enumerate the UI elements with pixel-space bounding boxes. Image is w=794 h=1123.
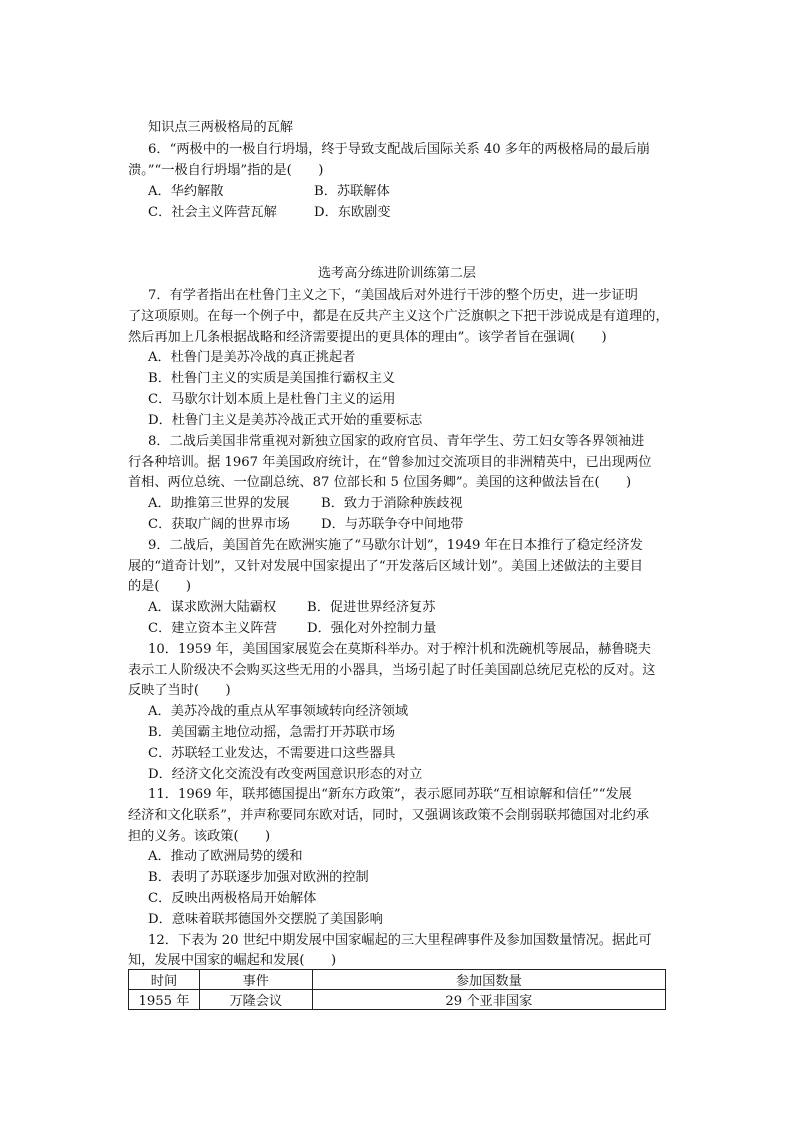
table-header-cell: 事件: [199, 970, 312, 990]
q6-stem-line2: 溃。”“一极自行坍塌”指的是( ): [128, 163, 324, 178]
table-header-cell: 时间: [129, 970, 200, 990]
q11-option-b: B．表明了苏联逐步加强对欧洲的控制: [148, 870, 369, 885]
q10-option-c: C．苏联轻工业发达，不需要进口这些器具: [148, 746, 396, 761]
q7-option-b: B．杜鲁门主义的实质是美国推行霸权主义: [148, 371, 396, 386]
q9-option-a: A．谋求欧洲大陆霸权: [148, 600, 277, 615]
q7-option-a: A．杜鲁门是美苏冷战的真正挑起者: [148, 350, 356, 365]
q6-stem-line1: 6．“两极中的一极自行坍塌，终于导致支配战后国际关系 40 多年的两极格局的最后崩: [148, 142, 650, 157]
q10-option-d: D．经济文化交流没有改变两国意识形态的对立: [148, 767, 423, 782]
q8-option-a: A．助推第三世界的发展: [148, 496, 290, 511]
q9-stem-line3: 的是( ): [128, 579, 192, 594]
q11-option-c: C．反映出两极格局开始解体: [148, 891, 317, 906]
table-header-row: [129, 970, 666, 990]
q8-option-b: B．致力于消除种族歧视: [321, 496, 463, 511]
q11-stem-line1: 11．1969 年，联邦德国提出“新东方政策”，表示愿同苏联“互相谅解和信任”“发展: [148, 787, 632, 802]
q10-stem-line2: 表示工人阶级决不会购买这些无用的小器具，当场引起了时任美国副总统尼克松的反对。这: [128, 663, 656, 678]
q6-option-b: B．苏联解体: [314, 184, 390, 199]
q11-stem-line2: 经济和文化联系”，并声称要同东欧对话，同时，又强调该政策不会削弱联邦德国对北约承: [128, 808, 650, 823]
q8-stem-line3: 首相、两位总统、一位副总统、87 位部长和 5 位国务卿”。美国的这种做法旨在( ): [128, 475, 632, 490]
table-cell: 29 个亚非国家: [312, 990, 665, 1010]
q8-stem-line2: 行各种培训。据 1967 年美国政府统计，在“曾参加过交流项目的非洲精英中，已出现两位: [128, 455, 652, 470]
section-heading: 知识点三两极格局的瓦解: [148, 120, 294, 135]
q11-stem-line3: 担的义务。该政策( ): [128, 829, 271, 844]
q10-stem-line3: 反映了当时( ): [128, 683, 231, 698]
q10-stem-line1: 10．1959 年，美国国家展览会在莫斯科举办。对于榨汁机和洗碗机等展品，赫鲁晓夫: [148, 642, 651, 657]
table-row: [129, 990, 666, 1010]
q6-option-c: C．社会主义阵营瓦解: [148, 205, 277, 220]
q12-stem-line1: 12．下表为 20 世纪中期发展中国家崛起的三大里程碑事件及参加国数量情况。据此可: [148, 933, 652, 948]
q10-option-a: A．美苏冷战的重点从军事领域转向经济领域: [148, 704, 409, 719]
q12-stem-line2: 知，发展中国家的崛起和发展( ): [128, 953, 337, 968]
table-cell: 1955 年: [129, 990, 200, 1010]
milestone-table: [128, 969, 666, 1010]
q6-option-d: D．东欧剧变: [314, 205, 391, 220]
q11-option-d: D．意味着联邦德国外交摆脱了美国影响: [148, 912, 383, 927]
q7-stem-line2: 了这项原则。在每一个例子中，都是在反共产主义这个广泛旗帜之下把干涉说成是有道理的，: [128, 309, 669, 324]
q9-option-b: B．促进世界经济复苏: [307, 600, 436, 615]
q9-option-c: C．建立资本主义阵营: [148, 621, 277, 636]
q6-option-a: A．华约解散: [148, 184, 224, 199]
q8-option-c: C．获取广阔的世界市场: [148, 517, 290, 532]
q8-stem-line1: 8．二战后美国非常重视对新独立国家的政府官员、青年学生、劳工妇女等各界领袖进: [148, 434, 645, 449]
table-header-cell: 参加国数量: [312, 970, 665, 990]
q7-option-d: D．杜鲁门主义是美苏冷战正式开始的重要标志: [148, 413, 423, 428]
q7-stem-line3: 然后再加上几条根据战略和经济需要提出的更具体的理由”。该学者旨在强调( ): [128, 330, 607, 345]
table-cell: 万隆会议: [199, 990, 312, 1010]
level2-title: 选考高分练进阶训练第二层: [317, 266, 477, 281]
q9-option-d: D．强化对外控制力量: [307, 621, 437, 636]
q10-option-b: B．美国霸主地位动摇，急需打开苏联市场: [148, 725, 396, 740]
q8-option-d: D．与苏联争夺中间地带: [321, 517, 464, 532]
q7-stem-line1: 7．有学者指出在杜鲁门主义之下，“美国战后对外进行干涉的整个历史，进一步证明: [148, 288, 638, 303]
q7-option-c: C．马歇尔计划本质上是杜鲁门主义的运用: [148, 392, 396, 407]
q11-option-a: A．推动了欧洲局势的缓和: [148, 849, 303, 864]
q9-stem-line1: 9．二战后，美国首先在欧洲实施了“马歇尔计划”，1949 年在日本推行了稳定经济发: [148, 538, 643, 553]
q9-stem-line2: 展的“道奇计划”，又针对发展中国家提出了“开发落后区域计划”。美国上述做法的主要目: [128, 559, 643, 574]
